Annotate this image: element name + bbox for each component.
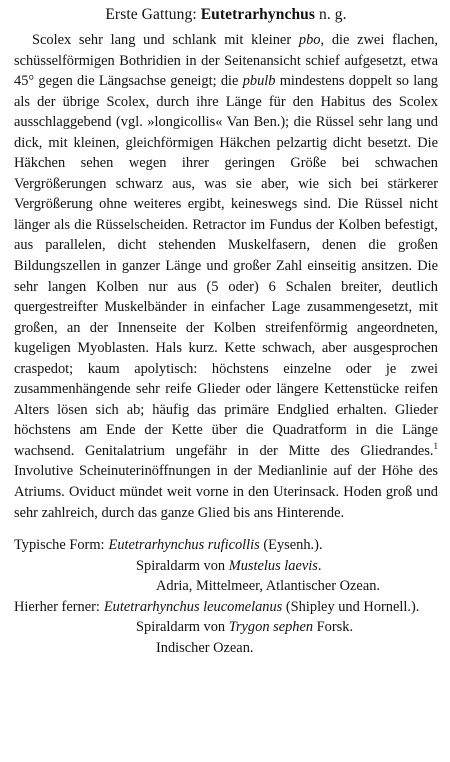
heading-suffix: n. g. [315, 6, 347, 23]
heading-prefix: Erste Gattung: [105, 6, 201, 23]
host-suffix: . [317, 557, 322, 574]
species-list [14, 535, 438, 658]
typical-locality: Adria, Mittelmeer, Atlantischer Ozean. [156, 578, 380, 595]
section-heading [14, 6, 438, 24]
abbrev-pbo: pbo [298, 32, 321, 48]
genus-name: Eutetrarhynchus [200, 6, 316, 23]
further-species-row [14, 597, 438, 618]
typical-form-row [14, 535, 438, 556]
species-author: (Eysenh.). [259, 537, 323, 554]
further-species-label: Hierher ferner: [14, 598, 100, 615]
species-author: (Shipley und Hornell.). [282, 598, 420, 615]
description-text-3: mindestens doppelt so lang als der übrige Scolex, durch ihre Länge für den Habitus des Scolex ausschlaggebend (vgl. »longicollis« Van Ben.); die Rüssel sehr lang und dick, mit kleinen, gleichförmigen Häkchen pelzartig dicht besetzt. Die Häkchen sehen wegen ihrer geringen Größe bei schwachen Vergrößerungen schwarz aus, was sie aber, wie sich bei stärkerer Vergrößerung ohne weiteres ergibt, keineswegs sind. Die Rüssel nicht länger als die Rüsselscheiden. Retractor im Fundus der Kolben befestigt, aus parallelen, dicht stehenden Muskelfasern, denen die großen Bildungszellen in ganzer Länge und großer Zahl einseitig ansitzen. Die sehr langen Kolben nur aus (5 oder) 6 Schalen breiter, deutlich quergestreifter Muskelbänder in einfacher Lage zusammengesetzt, mit großen, an der Innenseite der Kolben streifenförmig angeordneten, kugeligen Myoblasten. Hals kurz. Kette schwach, aber ausgesprochen craspedot; kaum apolytisch: höchstens einzelne oder je zwei zusammenhängende sehr reife Glieder oder längere Kettenstücke reifen Alters lösen sich ab; häufig das primäre Endglied erhalten. Glieder höchstens am Ende der Kette über die Quadratform in die Länge wachsend. Genitalatrium ungefähr in der Mitte des Gliedrandes. [14, 73, 438, 459]
host-prefix: Spiraldarm von [136, 557, 229, 574]
further-host [14, 617, 438, 638]
description-text-1: Scolex sehr lang und schlank mit kleiner [32, 32, 299, 48]
description-text-2: , die zwei flachen, schüsselförmigen Bothridien in der Seitenansicht schief aufgesetzt, etwa 45° gegen die Längsachse geneigt; die [14, 32, 439, 90]
host-prefix: Spiraldarm von [136, 619, 229, 636]
typical-host [14, 556, 438, 577]
species-name: Eutetrarhynchus ruficollis [108, 537, 260, 554]
abbrev-pbulb: pbulb [242, 73, 276, 90]
further-species [104, 597, 438, 618]
host-suffix: Forsk. [313, 619, 354, 636]
description-text-4: Involutive Scheinuterinöffnungen in der Medianlinie auf der Höhe des Atriums. Oviduct mündet weit vorne in den Uterinsack. Hoden groß und sehr zahlreich, durch das ganze Glied bis ans Hinterende. [14, 463, 438, 521]
footnote-mark: 1 [433, 441, 438, 452]
typical-form-species [109, 535, 438, 556]
further-locality: Indischer Ozean. [156, 639, 254, 656]
typical-form-label: Typische Form: [14, 537, 105, 554]
genus-description [14, 30, 438, 523]
species-name: Eutetrarhynchus leucomelanus [103, 598, 283, 615]
host-name: Mustelus laevis [228, 557, 318, 574]
host-name: Trygon sephen [228, 619, 314, 636]
